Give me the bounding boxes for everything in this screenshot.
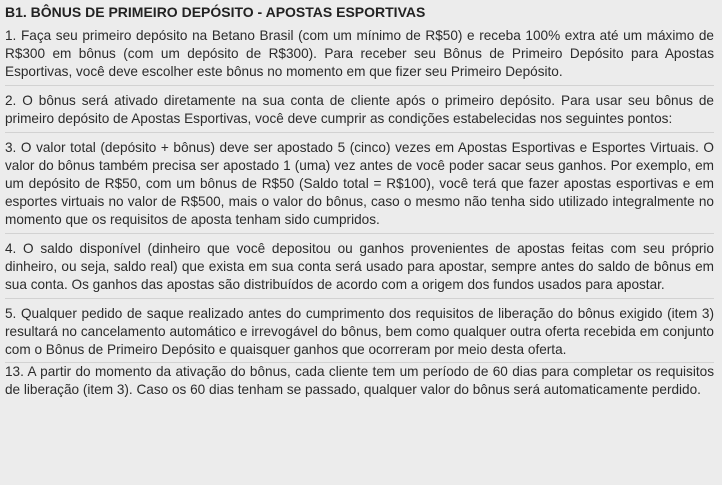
paragraph-2: 2. O bônus será ativado diretamente na sua conta de cliente após o primeiro depósito. Para usar seu bônus de primeiro depósito de Apostas Esportivas, você deve cumprir as condições estabelecidas nos seguintes pontos:: [5, 93, 714, 126]
divider: [5, 233, 714, 234]
divider: [5, 132, 714, 133]
divider: [5, 298, 714, 299]
paragraph-4: 4. O saldo disponível (dinheiro que você depositou ou ganhos provenientes de apostas feitas com seu próprio dinheiro, ou seja, saldo real) que exista em sua conta será usado para apostar, sempre antes do saldo de bônus em sua conta. Os ganhos das apostas são distribuídos de acordo com a origem dos fundos usados para apostar.: [5, 241, 714, 292]
divider: [5, 85, 714, 86]
paragraph-5: 5. Qualquer pedido de saque realizado antes do cumprimento dos requisitos de liberação do bônus exigido (item 3) resultará no cancelamento automático e irrevogável do bônus, bem como qualquer outra oferta recebida em conjunto com o Bônus de Primeiro Depósito e quaisquer ganhos que ocorreram por meio desta oferta.: [5, 306, 714, 357]
paragraph-13: 13. A partir do momento da ativação do bônus, cada cliente tem um período de 60 dias para completar os requisitos de liberação (item 3). Caso os 60 dias tenham se passado, qualquer valor do bônus será automaticamente perdido.: [5, 364, 714, 397]
paragraph-3: 3. O valor total (depósito + bônus) deve ser apostado 5 (cinco) vezes em Apostas Esportivas e Esportes Virtuais. O valor do bônus também precisa ser apostado 1 (uma) vez antes de você poder sacar seus ganhos. Por exemplo, em um depósito de R$50, com um bônus de R$50 (Saldo total = R$100), você terá que fazer apostas esportivas e em esportes virtuais no valor de R$500, mais o valor do bônus, caso o mesmo não tenha sido utilizado integralmente no momento que os requisitos de aposta tenham sido cumpridos.: [5, 140, 714, 227]
paragraph-1: 1. Faça seu primeiro depósito na Betano Brasil (com um mínimo de R$50) e receba 100% extra até um máximo de R$300 em bônus (com um depósito de R$300). Para receber seu Bônus de Primeiro Depósito para Apostas Esportivas, você deve escolher este bônus no momento em que fizer seu Primeiro Depósito.: [5, 28, 714, 79]
section-title: B1. BÔNUS DE PRIMEIRO DEPÓSITO - APOSTAS ESPORTIVAS: [5, 4, 426, 20]
